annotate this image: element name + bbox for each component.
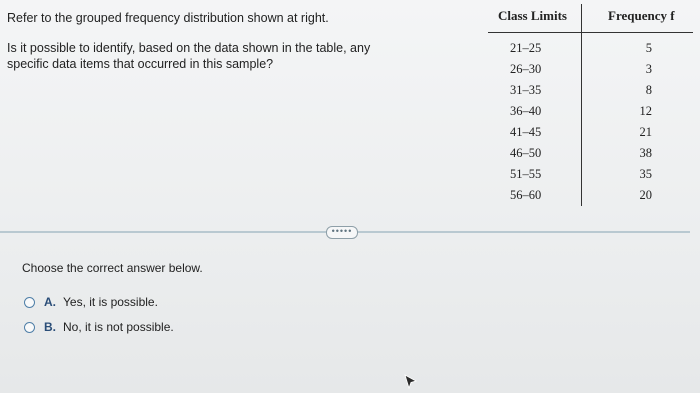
option-letter: B. bbox=[44, 320, 56, 334]
class-limit-cell: 51–55 bbox=[510, 167, 542, 181]
class-limit-cell: 26–30 bbox=[510, 62, 542, 76]
frequency-cell: 5 bbox=[645, 41, 652, 55]
class-limit-cell: 56–60 bbox=[510, 188, 542, 202]
frequency-cell: 20 bbox=[639, 188, 652, 202]
radio-button-b[interactable] bbox=[24, 322, 35, 333]
table-row bbox=[488, 41, 693, 62]
class-limit-cell: 31–35 bbox=[510, 83, 542, 97]
table-header bbox=[488, 4, 693, 33]
option-letter: A. bbox=[44, 295, 56, 309]
table-row bbox=[488, 167, 693, 188]
intro-text: Refer to the grouped frequency distribution shown at right. bbox=[7, 11, 329, 25]
option-b[interactable] bbox=[24, 320, 174, 334]
class-limit-cell: 41–45 bbox=[510, 125, 542, 139]
table-row bbox=[488, 188, 693, 209]
class-limit-cell: 36–40 bbox=[510, 104, 542, 118]
option-text: No, it is not possible. bbox=[63, 320, 174, 334]
table-row bbox=[488, 62, 693, 83]
option-text: Yes, it is possible. bbox=[63, 295, 158, 309]
table-row bbox=[488, 125, 693, 146]
frequency-cell: 21 bbox=[639, 125, 652, 139]
table-row bbox=[488, 83, 693, 104]
class-limit-cell: 21–25 bbox=[510, 41, 542, 55]
header-frequency: Frequency f bbox=[608, 8, 675, 23]
class-limit-cell: 46–50 bbox=[510, 146, 542, 160]
frequency-cell: 3 bbox=[645, 62, 652, 76]
radio-button-a[interactable] bbox=[24, 297, 35, 308]
mouse-cursor-icon bbox=[404, 374, 418, 390]
frequency-cell: 38 bbox=[639, 146, 652, 160]
frequency-cell: 35 bbox=[639, 167, 652, 181]
frequency-table bbox=[488, 4, 693, 209]
table-row bbox=[488, 146, 693, 167]
expand-more-button[interactable]: ••••• bbox=[326, 226, 358, 239]
frequency-cell: 8 bbox=[645, 83, 652, 97]
header-class-limits: Class Limits bbox=[498, 8, 567, 23]
answer-prompt: Choose the correct answer below. bbox=[22, 261, 203, 275]
option-a[interactable] bbox=[24, 295, 158, 309]
table-row bbox=[488, 104, 693, 125]
frequency-cell: 12 bbox=[639, 104, 652, 118]
question-text: Is it possible to identify, based on the data shown in the table, any specific data items that occurred in this sample? bbox=[7, 41, 371, 71]
